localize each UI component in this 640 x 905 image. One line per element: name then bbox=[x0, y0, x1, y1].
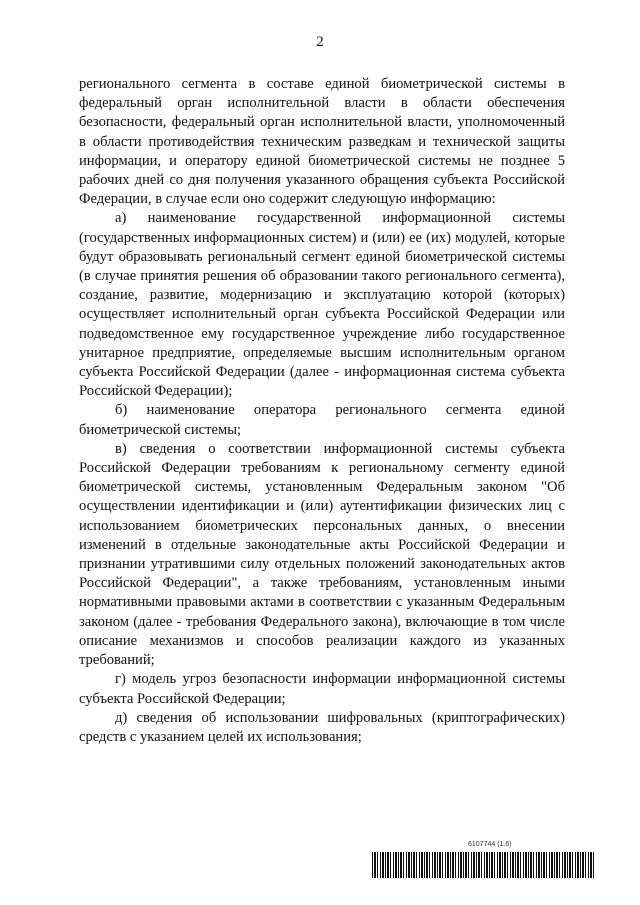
page-number: 2 bbox=[316, 34, 324, 50]
paragraph-item-v: в) сведения о соответствии информационной системы субъекта Российской Федерации требованиям к региональному сегменту единой биометрической системы, установленным Федеральным законом "Об осуществлении идентификации и (или) аутентификации физических лиц с использованием биометрических персональных данных, о внесении изменений в отдельные законодательные акты Российской Федерации и признании утратившими силу отдельных положений законодательных актов Российской Федерации", а также требованиям, установленным иными нормативными правовыми актами в соответствии с указанным Федеральным законом (далее - требования Федерального закона), включающие в том числе описание механизмов и способов реализации каждого из указанных требований; bbox=[79, 440, 565, 669]
document-body bbox=[79, 75, 565, 747]
paragraph-item-d: д) сведения об использовании шифровальных (криптографических) средств с указанием целей их использования; bbox=[79, 709, 565, 745]
barcode-icon bbox=[372, 852, 594, 878]
paragraph-item-b: б) наименование оператора регионального сегмента единой биометрической системы; bbox=[79, 402, 565, 438]
paragraph-intro: регионального сегмента в составе единой биометрической системы в федеральный орган исполнительной власти в области обеспечения безопасности, федеральный орган исполнительной власти, уполномоченный в области противодействия техническим разведкам и технической защиты информации, и оператору единой биометрической системы не позднее 5 рабочих дней со дня получения указанного обращения субъекта Российской Федерации, в случае если оно содержит следующую информацию: bbox=[79, 76, 565, 208]
paragraph-item-g: г) модель угроз безопасности информации информационной системы субъекта Российской Федерации; bbox=[79, 671, 565, 707]
barcode-label: 6107744 (1.6) bbox=[468, 841, 512, 848]
paragraph-item-a: а) наименование государственной информационной системы (государственных информационных систем) и (или) ее (их) модулей, которые будут образовывать региональный сегмент единой биометрической системы (в случае принятия решения об образовании такого регионального сегмента), создание, развитие, модернизацию и эксплуатацию которой (которых) осуществляет исполнительный орган субъекта Российской Федерации или подведомственное ему государственное учреждение либо государственное унитарное предприятие, определяемые высшим исполнительным органом субъекта Российской Федерации (далее - информационная система субъекта Российской Федерации); bbox=[79, 210, 565, 400]
